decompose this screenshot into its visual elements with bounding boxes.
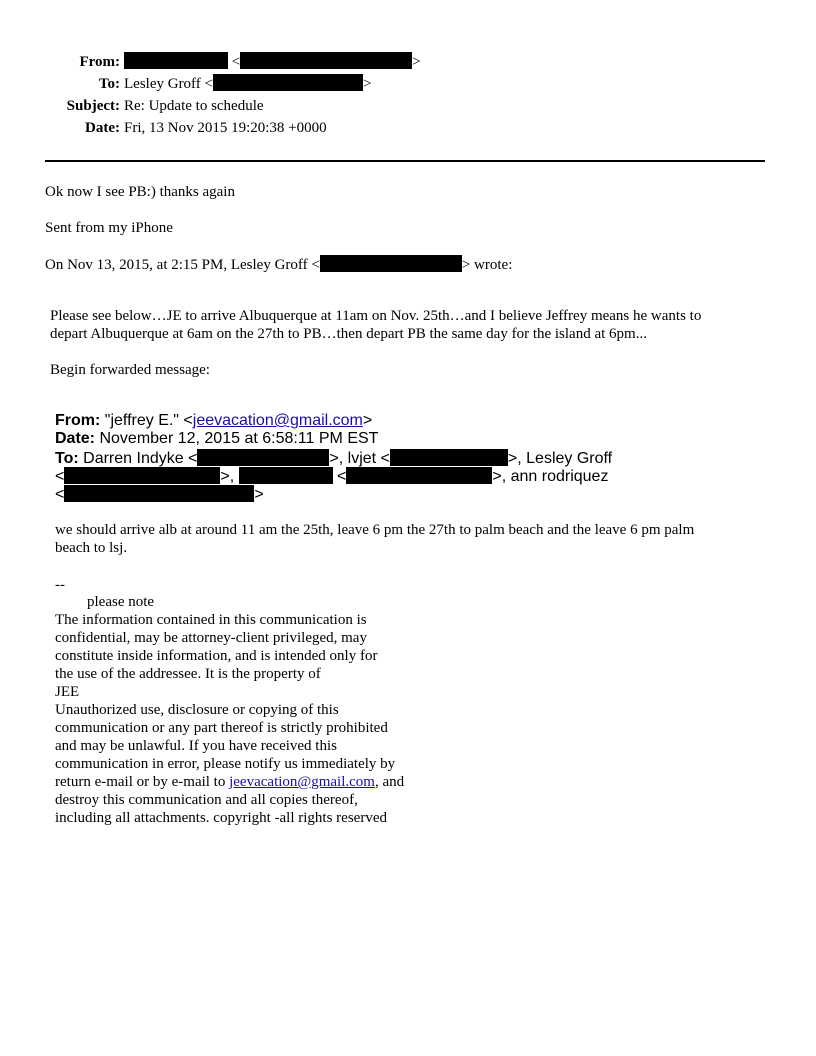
to-value: Lesley Groff < > [124,76,372,92]
reply-line: Ok now I see PB:) thanks again [45,184,235,200]
disclaimer-line: The information contained in this communication is [55,612,367,628]
date-label: Date: [85,120,120,136]
quoted-paragraph-line-1: Please see below…JE to arrive Albuquerque at 11am on Nov. 25th…and I believe Jeffrey means he wants to [50,308,702,324]
header-to-row [0,74,816,94]
disclaimer-line: the use of the addressee. It is the property of [55,666,321,682]
from-label: From: [79,54,120,70]
redacted-quote-email [320,255,462,272]
quote-intro: On Nov 13, 2015, at 2:15 PM, Lesley Groff < > wrote: [45,257,513,273]
disclaimer-line: JEE [55,684,80,700]
subject-label: Subject: [66,98,120,114]
redacted-to-email-5 [64,485,254,502]
disclaimer-line: destroy this communication and all copies thereof, [55,792,358,808]
header-divider [45,160,765,162]
quoted-paragraph-line-2: depart Albuquerque at 6am on the 27th to PB…then depart PB the same day for the island at 6pm... [50,326,647,342]
fwd-to-row-2: < >, < >, ann rodriquez [55,468,609,485]
redacted-to-name-4 [239,467,333,484]
disclaimer-notify-line: return e-mail or by e-mail to jeevacation@gmail.com, and [55,774,405,790]
header-from-row [0,52,816,72]
fwd-date-row: Date: November 12, 2015 at 6:58:11 PM EST [55,430,379,447]
disclaimer-line: constitute inside information, and is intended only for [55,648,378,664]
disclaimer-line: communication in error, please notify us immediately by [55,756,396,772]
fwd-from-row: From: "jeffrey E." <jeevacation@gmail.com> [55,412,373,429]
forwarded-label: Begin forwarded message: [50,362,210,378]
disclaimer-line: communication or any part thereof is strictly prohibited [55,720,388,736]
fwd-to-row-1: To: Darren Indyke < >, lvjet < >, Lesley Groff [55,450,613,467]
disclaimer-line: and may be unlawful. If you have received this [55,738,337,754]
redacted-from-name [124,52,228,69]
redacted-to-email-3 [64,467,220,484]
redacted-to-email [213,74,363,91]
sig-note: please note [87,594,155,610]
disclaimer-line: confidential, may be attorney-client privileged, may [55,630,367,646]
sig-dash: -- [55,577,65,593]
from-value: < > [124,52,421,72]
redacted-from-email [240,52,412,69]
disclaimer-line: Unauthorized use, disclosure or copying of this [55,702,339,718]
signature-line: Sent from my iPhone [45,220,173,236]
redacted-to-email-2 [390,449,508,466]
to-name: Lesley Groff [124,76,201,92]
redacted-to-email-4 [346,467,492,484]
subject-value: Re: Update to schedule [124,98,264,114]
fwd-to-row-3: < > [55,486,264,503]
notify-email-link[interactable]: jeevacation@gmail.com [229,774,375,790]
header-subject-row [0,96,816,116]
to-label: To: [98,76,120,92]
disclaimer-line: including all attachments. copyright -all rights reserved [55,810,387,826]
fwd-from-email-link[interactable]: jeevacation@gmail.com [192,412,363,429]
date-value: Fri, 13 Nov 2015 19:20:38 +0000 [124,120,327,136]
fwd-body-line-1: we should arrive alb at around 11 am the 25th, leave 6 pm the 27th to palm beach and the leave 6 pm palm [55,522,695,538]
header-date-row [0,118,816,138]
redacted-to-email-1 [197,449,329,466]
fwd-body-line-2: beach to lsj. [55,540,128,556]
